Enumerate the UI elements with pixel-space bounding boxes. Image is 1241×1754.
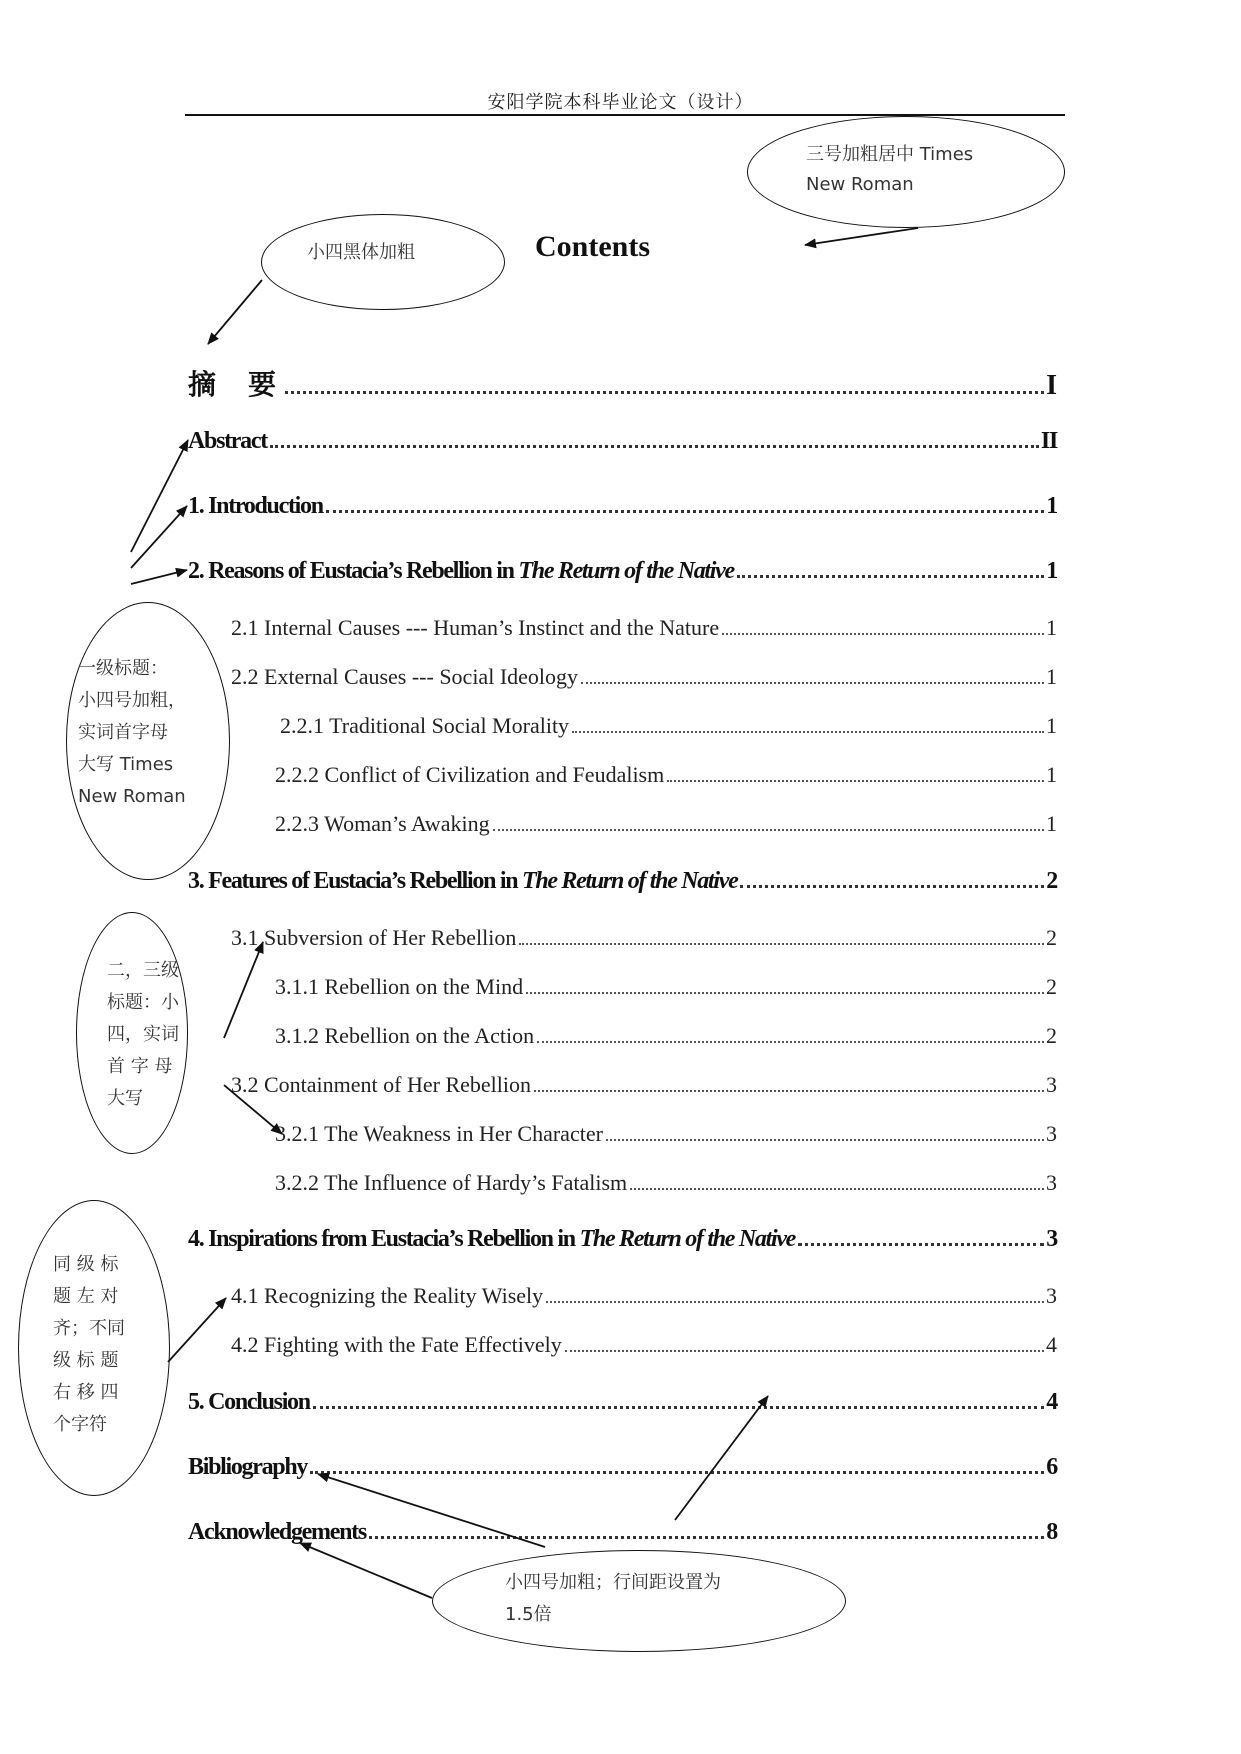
toc-entry-label: 4. Inspirations from Eustacia’s Rebellion in bbox=[188, 1226, 580, 1252]
annotation-title-note bbox=[747, 116, 1065, 228]
toc-leader-dots bbox=[493, 829, 1044, 831]
annotation-line: 同 级 标 bbox=[53, 1254, 119, 1275]
toc-leader-dots bbox=[310, 1471, 1044, 1474]
annotation-line: 右 移 四 bbox=[53, 1382, 119, 1403]
toc-page-number: 3 bbox=[1046, 1072, 1057, 1097]
toc-title: Contents bbox=[535, 230, 651, 263]
toc-entry-level1 bbox=[188, 1519, 1057, 1546]
toc-page-number: 1 bbox=[1046, 558, 1057, 584]
arrow-introduction bbox=[131, 506, 187, 568]
toc-leader-dots bbox=[606, 1139, 1044, 1141]
toc-leader-dots bbox=[572, 731, 1044, 733]
header-rule bbox=[185, 114, 1065, 116]
toc-entry-label: 1. Introduction bbox=[188, 493, 323, 519]
annotation-line: 小四黑体加粗 bbox=[307, 242, 415, 263]
annotation-line: 首 字 母 bbox=[107, 1056, 173, 1077]
toc-entry-label: Abstract bbox=[188, 428, 267, 454]
toc-page-number: 4 bbox=[1046, 1332, 1057, 1357]
toc-leader-dots bbox=[534, 1090, 1044, 1092]
annotation-toc-heading-note bbox=[261, 214, 505, 310]
toc-entry-label: 5. Conclusion bbox=[188, 1389, 310, 1415]
toc-entry-label: 2.2.1 Traditional Social Morality bbox=[280, 713, 570, 738]
toc-leader-dots bbox=[740, 885, 1044, 888]
annotation-line: 一级标题： bbox=[78, 658, 168, 679]
toc-leader-dots bbox=[537, 1041, 1044, 1043]
annotation-level23-note bbox=[76, 912, 188, 1154]
toc-page-number: 1 bbox=[1046, 713, 1057, 738]
annotation-line: 二，三级 bbox=[107, 960, 179, 981]
annotation-line: 齐；不同 bbox=[53, 1318, 125, 1339]
toc-page-number: 1 bbox=[1046, 493, 1057, 519]
toc-entry-label: 3. Features of Eustacia’s Rebellion in bbox=[188, 868, 522, 894]
annotation-alignment-note bbox=[18, 1200, 170, 1496]
annotation-line: 题 左 对 bbox=[53, 1286, 119, 1307]
toc-entry-level3 bbox=[275, 1170, 1057, 1196]
toc-page-number: 2 bbox=[1046, 925, 1057, 950]
toc-entry-level2 bbox=[231, 1072, 1057, 1098]
annotation-line: 实词首字母 bbox=[78, 722, 168, 743]
toc-entry-label: 3.2 Containment of Her Rebellion bbox=[231, 1072, 531, 1097]
toc-entry-label: Acknowledgements bbox=[188, 1519, 366, 1545]
toc-leader-dots bbox=[737, 575, 1044, 578]
toc-page-number: II bbox=[1040, 428, 1057, 454]
annotation-level1-note bbox=[66, 602, 230, 880]
toc-page-number: I bbox=[1046, 370, 1057, 401]
toc-leader-dots bbox=[285, 391, 1044, 394]
toc-leader-dots bbox=[519, 943, 1044, 945]
toc-entry-label: 3.2.2 The Influence of Hardy’s Fatalism bbox=[275, 1170, 628, 1195]
toc-page-number: 2 bbox=[1046, 1023, 1057, 1048]
toc-entry-label: Bibliography bbox=[188, 1454, 308, 1480]
toc-entry-level1 bbox=[188, 363, 1057, 403]
annotation-line: 四，实词 bbox=[107, 1024, 179, 1045]
toc-leader-dots bbox=[667, 780, 1044, 782]
toc-entry-level2 bbox=[231, 615, 1057, 641]
annotation-line: 个字符 bbox=[53, 1414, 107, 1435]
annotation-line: 小四号加粗， bbox=[78, 690, 186, 711]
arrow-title-note bbox=[805, 228, 918, 245]
toc-page-number: 1 bbox=[1046, 811, 1057, 836]
arrow-abstract bbox=[131, 440, 188, 552]
arrow-toc-heading bbox=[208, 280, 262, 344]
toc-entry-label: 3.2.1 The Weakness in Her Character bbox=[275, 1121, 603, 1146]
toc-page-number: 3 bbox=[1046, 1283, 1057, 1308]
arrow-reasons bbox=[131, 570, 187, 584]
toc-page-number: 4 bbox=[1046, 1389, 1057, 1415]
annotation-spacing-note bbox=[432, 1550, 846, 1652]
toc-entry-level1 bbox=[188, 493, 1057, 520]
toc-page-number: 3 bbox=[1046, 1121, 1057, 1146]
arrow-recognizing bbox=[168, 1298, 226, 1362]
annotation-line: 标题：小 bbox=[107, 992, 179, 1013]
toc-entry-level3 bbox=[275, 1023, 1057, 1049]
annotation-line: New Roman bbox=[78, 786, 186, 807]
toc-entry-label: 2.2.3 Woman’s Awaking bbox=[275, 811, 490, 836]
toc-entry-level1 bbox=[188, 1454, 1057, 1481]
toc-entry-level2 bbox=[231, 664, 1057, 690]
toc-entry-level1 bbox=[188, 428, 1057, 455]
toc-entry-label: 2.2.2 Conflict of Civilization and Feudalism bbox=[275, 762, 665, 787]
toc-leader-dots bbox=[326, 510, 1045, 513]
toc-entry-level3 bbox=[275, 974, 1057, 1000]
toc-page-number: 3 bbox=[1046, 1226, 1057, 1252]
toc-page-number: 3 bbox=[1046, 1170, 1057, 1195]
header-text: 安阳学院本科毕业论文（设计） bbox=[487, 92, 754, 112]
toc-entry-level1 bbox=[188, 558, 1057, 585]
toc-entry-label: 4.1 Recognizing the Reality Wisely bbox=[231, 1283, 544, 1308]
arrow-acknowledgements bbox=[300, 1543, 432, 1598]
annotation-line: 大写 bbox=[107, 1088, 143, 1109]
toc-entry-label: 3.1 Subversion of Her Rebellion bbox=[231, 925, 517, 950]
toc-leader-dots bbox=[369, 1536, 1044, 1539]
toc-entry-italic-title: The Return of the Native bbox=[521, 868, 738, 894]
toc-leader-dots bbox=[313, 1406, 1044, 1409]
annotation-line: 小四号加粗；行间距设置为 bbox=[505, 1572, 721, 1593]
annotation-line: 1.5倍 bbox=[505, 1604, 552, 1625]
toc-entry-italic-title: The Return of the Native bbox=[518, 558, 734, 584]
annotation-line: New Roman bbox=[806, 174, 914, 195]
toc-entry-level2 bbox=[231, 1283, 1057, 1309]
toc-entry-level2 bbox=[231, 1332, 1057, 1358]
annotation-line: 三号加粗居中 Times bbox=[806, 144, 974, 165]
toc-page-number: 1 bbox=[1046, 762, 1057, 787]
toc-page-number: 2 bbox=[1046, 868, 1057, 894]
toc-entry-level3 bbox=[275, 811, 1057, 837]
toc-entry-label: 4.2 Fighting with the Fate Effectively bbox=[231, 1332, 562, 1357]
toc-leader-dots bbox=[270, 445, 1039, 448]
toc-entry-level2 bbox=[231, 925, 1057, 951]
toc-entry-level3 bbox=[275, 762, 1057, 788]
toc-entry-label: 3.1.2 Rebellion on the Action bbox=[275, 1023, 535, 1048]
toc-leader-dots bbox=[581, 682, 1044, 684]
toc-leader-dots bbox=[546, 1301, 1044, 1303]
toc-page-number: 6 bbox=[1046, 1454, 1057, 1480]
toc-entry-label: 2. Reasons of Eustacia’s Rebellion in bbox=[188, 558, 519, 584]
toc-entry-level1 bbox=[188, 1389, 1057, 1416]
annotation-line: 大写 Times bbox=[78, 754, 174, 775]
toc-leader-dots bbox=[798, 1243, 1044, 1246]
annotation-line: 级 标 题 bbox=[53, 1350, 119, 1371]
arrow-subversion bbox=[224, 942, 263, 1038]
toc-leader-dots bbox=[565, 1350, 1044, 1352]
toc-entry-label: 2.2 External Causes --- Social Ideology bbox=[231, 664, 579, 689]
toc-entry-label: 摘 要 bbox=[188, 370, 283, 401]
toc-leader-dots bbox=[630, 1188, 1044, 1190]
toc-entry-level3 bbox=[275, 1121, 1057, 1147]
toc-entry-label: 3.1.1 Rebellion on the Mind bbox=[275, 974, 524, 999]
toc-entry-label: 2.1 Internal Causes --- Human’s Instinct and the Nature bbox=[231, 615, 720, 640]
toc-leader-dots bbox=[722, 633, 1044, 635]
toc-entry-level1 bbox=[188, 868, 1057, 895]
toc-entry-italic-title: The Return of the Native bbox=[579, 1226, 796, 1252]
toc-entry-level1 bbox=[188, 1226, 1057, 1253]
toc-page-number: 2 bbox=[1046, 974, 1057, 999]
toc-entry-level3 bbox=[280, 713, 1057, 739]
toc-page-number: 1 bbox=[1046, 664, 1057, 689]
toc-page-number: 8 bbox=[1046, 1519, 1057, 1545]
toc-page-number: 1 bbox=[1046, 615, 1057, 640]
toc-leader-dots bbox=[526, 992, 1044, 994]
